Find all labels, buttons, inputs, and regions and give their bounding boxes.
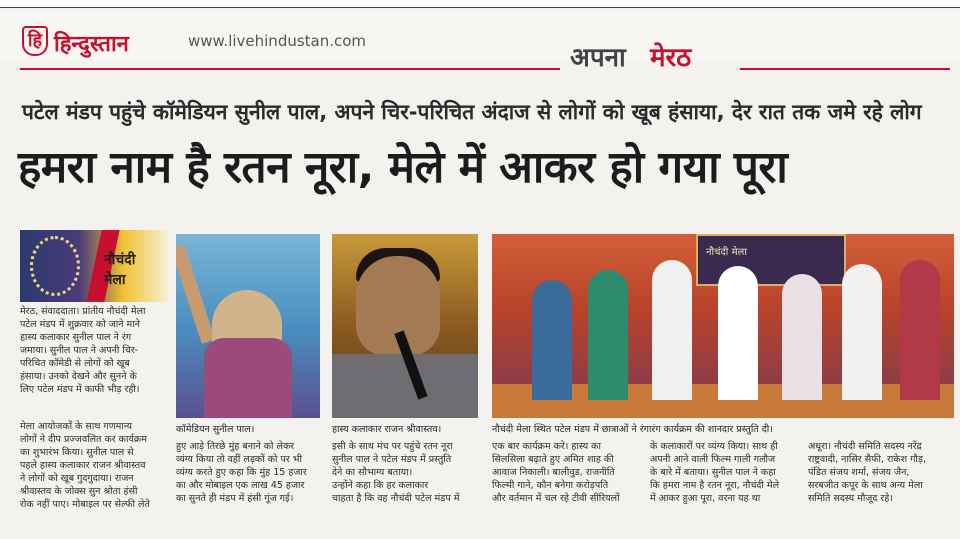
article-column-2: हुए आड़े तिरछे मुंह बनाने को लेकर व्यंग्य किया तो वहीं लड़कों को पर भी व्यंग्य करते हुए कहा कि मुंह 15 हजार का और मोबाइल एक लाख 45 हजार का सुनते ही मंडप में हंसी गूंज गई।: [176, 441, 307, 504]
site-url[interactable]: www.livehindustan.com: [188, 32, 367, 50]
article-headline: हमरा नाम है रतन नूरा, मेले में आकर हो गया पूरा: [18, 142, 788, 193]
nauchandi-mela-graphic: [20, 230, 168, 302]
dancer-figure: [532, 280, 572, 400]
kicker-line-1: नौचंदी: [104, 252, 136, 268]
caption-sunil-pal: कॉमेडियन सुनील पाल।: [176, 424, 255, 435]
caption-stage-performance: नौचंदी मेला स्थित पटेल मंडप में छात्राओं ने रंगारंग कार्यक्रम की शानदार प्रस्तुति दी।: [492, 424, 773, 435]
caption-rajan-srivastava: हास्य कलाकार राजन श्रीवास्तव।: [332, 424, 442, 435]
section-label-meerut: मेरठ: [650, 43, 692, 73]
article-column-5: के कलाकारों पर व्यंग्य किया। साथ ही अपनी आने वाली फिल्म गाली गलौज के बारे में बताया। सुनील पाल ने कहा कि हमरा नाम है रतन नूरा, नौचंदी मेले में आकर हुआ पूरा, वरना यह था: [650, 441, 780, 504]
brand-name: हिन्दुस्तान: [54, 32, 129, 57]
article-column-1-upper: मेरठ, संवाददाता। प्रांतीय नौचंदी मेला पटेल मंडप में शुक्रवार को जाने माने हास्य कलाकार सुनील पाल ने रंग जमाया। सुनील पाल ने अपनी चिर- परिचित कॉमेडी से लोगों को खूब हंसाया। उनको देखने और सुनने के लिए पटेल मंडप में काफी भीड़ रही।: [20, 306, 146, 395]
masthead-rule-right: [740, 68, 950, 70]
article-column-6: अधूरा। नौचंदी समिति सदस्य नरेंद्र राष्ट्रवादी, नासिर सैफी, राकेश गौड़, पंडित संजय शर्मा, संजय जैन, सरबजीत कपूर के साथ अन्य मेला समिति सदस्य मौजूद रहे।: [808, 441, 926, 504]
section-label-apna: अपना: [570, 43, 626, 73]
photo-arm: [176, 244, 215, 343]
photo-shirt: [204, 338, 292, 418]
hindustan-logo-icon: हि: [22, 26, 48, 56]
masthead-rule-left: [20, 68, 560, 70]
photo-sunil-pal: [176, 234, 320, 418]
kicker-line-2: मेला: [104, 272, 126, 288]
dancer-figure: [900, 260, 940, 400]
photo-rajan-srivastava: [332, 234, 478, 418]
dancer-figure: [652, 260, 692, 400]
page-top-border: [0, 0, 960, 8]
masthead: [0, 10, 960, 73]
dancer-figure: [842, 264, 882, 400]
section-kicker: [104, 250, 135, 290]
dancer-figure: [718, 266, 758, 400]
ferris-wheel-icon: [30, 236, 80, 296]
article-column-3: इसी के साथ मंच पर पहुंचे रतन नूरा सुनील पाल ने पटेल मंडप में प्रस्तुति देने का सौभाग्य बताया। उन्होंने कहा कि हर कलाकार चाहता है कि वह नौचंदी पटेल मंडप में: [332, 441, 460, 504]
dancer-figure: [782, 274, 822, 400]
stage-banner-text: नौचंदी मेला: [706, 247, 747, 258]
article-column-4: एक बार कार्यक्रम करे। हास्य का सिलसिला बढ़ाते हुए अमित शाह की आवाज निकाली। बालीवुड, राजनीति फिल्मी गाने, कौन बनेगा करोड़पति और वर्तमान में चल रहे टीवी सीरियलों: [492, 441, 620, 504]
photo-stage-performance: [492, 234, 954, 418]
dancer-figure: [588, 270, 628, 400]
article-subheadline: पटेल मंडप पहुंचे कॉमेडियन सुनील पाल, अपने चिर-परिचित अंदाज से लोगों को खूब हंसाया, देर रात तक जमे रहे लोग: [22, 100, 922, 124]
article-column-1-lower: मेला आयोजकों के साथ गणमान्य लोगों ने दीप प्रज्जवलित कर कार्यक्रम का शुभारंभ किया। सुनील पाल से पहले हास्य कलाकार राजन श्रीवास्तव ने लोगों को खूब गुदगुदाया। राजन श्रीवास्तव के जोक्स सुन श्रोता हंसी रोक नहीं पाए। मोबाइल पर सेल्फी लेते: [20, 421, 150, 510]
